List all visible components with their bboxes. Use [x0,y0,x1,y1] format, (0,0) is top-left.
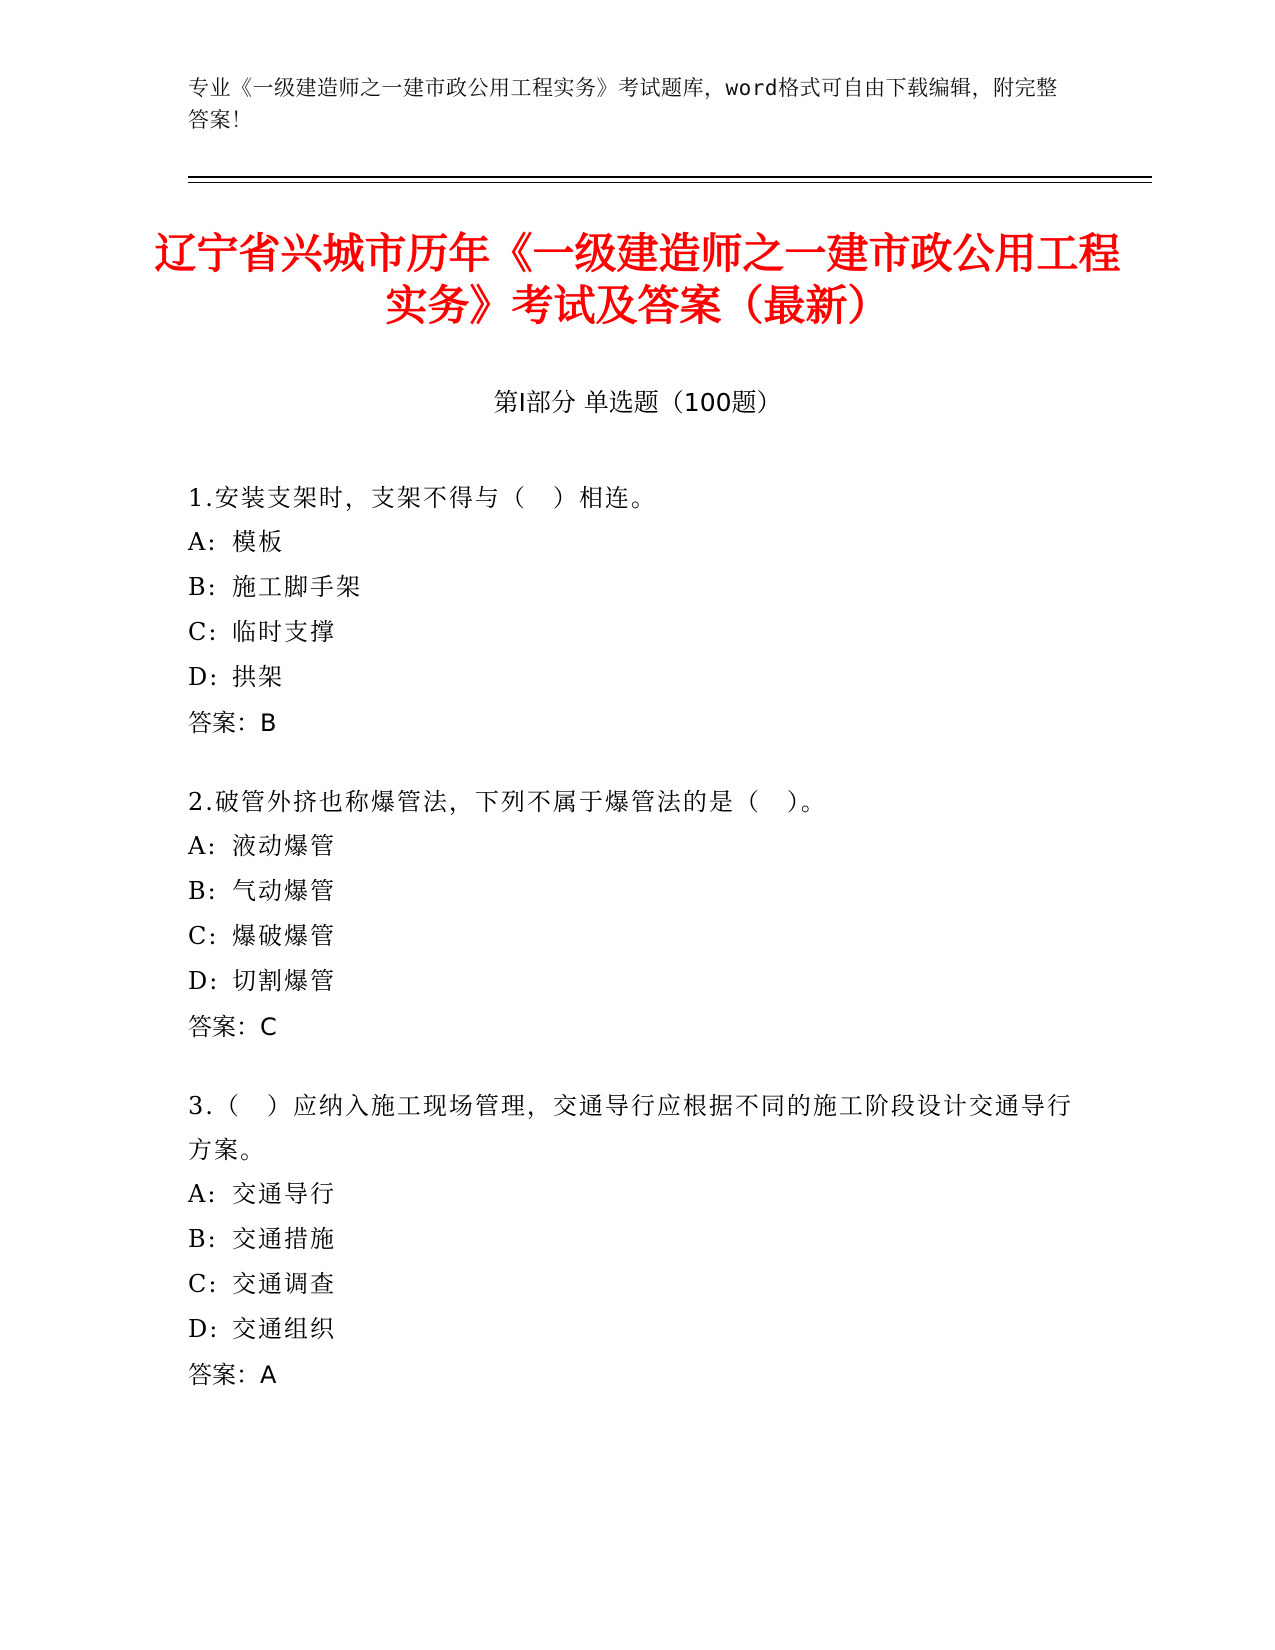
option-b [188,869,1088,914]
question-text: 1.安装支架时，支架不得与（ ）相连。 [188,484,657,512]
option-key: D: [188,1315,220,1343]
option-b [188,1217,1088,1262]
option-text: 拱架 [232,663,284,691]
option-key: A: [188,1180,218,1208]
question-1 [188,476,1088,746]
option-key: C: [188,618,219,646]
option-text: 交通组织 [232,1315,336,1343]
option-key: D: [188,663,220,691]
option-text: 液动爆管 [232,832,336,860]
header-divider-thick [188,176,1152,178]
option-c [188,914,1088,959]
option-text: 交通导行 [232,1180,336,1208]
document-title: 辽宁省兴城市历年《一级建造师之一建市政公用工程实务》考试及答案（最新） [154,229,1121,330]
section-title: 第Ⅰ部分 单选题（100题） [493,388,782,417]
option-b [188,565,1088,610]
header-divider-thin [188,182,1152,183]
option-text: 爆破爆管 [232,922,336,950]
option-c [188,1262,1088,1307]
option-a [188,824,1088,869]
option-c [188,610,1088,655]
option-d [188,655,1088,700]
option-key: B: [188,1225,218,1253]
option-text: 施工脚手架 [232,573,362,601]
question-2 [188,780,1088,1050]
question-3 [188,1084,1088,1398]
option-a [188,1172,1088,1217]
option-key: C: [188,922,219,950]
question-text: 3.（ ）应纳入施工现场管理，交通导行应根据不同的施工阶段设计交通导行方案。 [188,1092,1073,1164]
option-text: 交通调查 [232,1270,336,1298]
option-text: 模板 [232,528,284,556]
option-key: A: [188,832,218,860]
option-key: C: [188,1270,219,1298]
option-a [188,520,1088,565]
option-key: B: [188,877,218,905]
answer-line: 答案：B [188,709,277,737]
option-d [188,959,1088,1004]
option-key: D: [188,967,220,995]
question-text: 2.破管外挤也称爆管法，下列不属于爆管法的是（ ）。 [188,788,827,816]
answer-line: 答案：A [188,1361,277,1389]
answer-line: 答案：C [188,1013,277,1041]
question-list [188,476,1088,1432]
option-text: 切割爆管 [232,967,336,995]
option-d [188,1307,1088,1352]
header-note: 专业《一级建造师之一建市政公用工程实务》考试题库，word格式可自由下载编辑，附完整答案！ [188,76,1058,132]
option-text: 气动爆管 [232,877,336,905]
option-key: B: [188,573,218,601]
option-text: 临时支撑 [232,618,336,646]
option-key: A: [188,528,218,556]
option-text: 交通措施 [232,1225,336,1253]
